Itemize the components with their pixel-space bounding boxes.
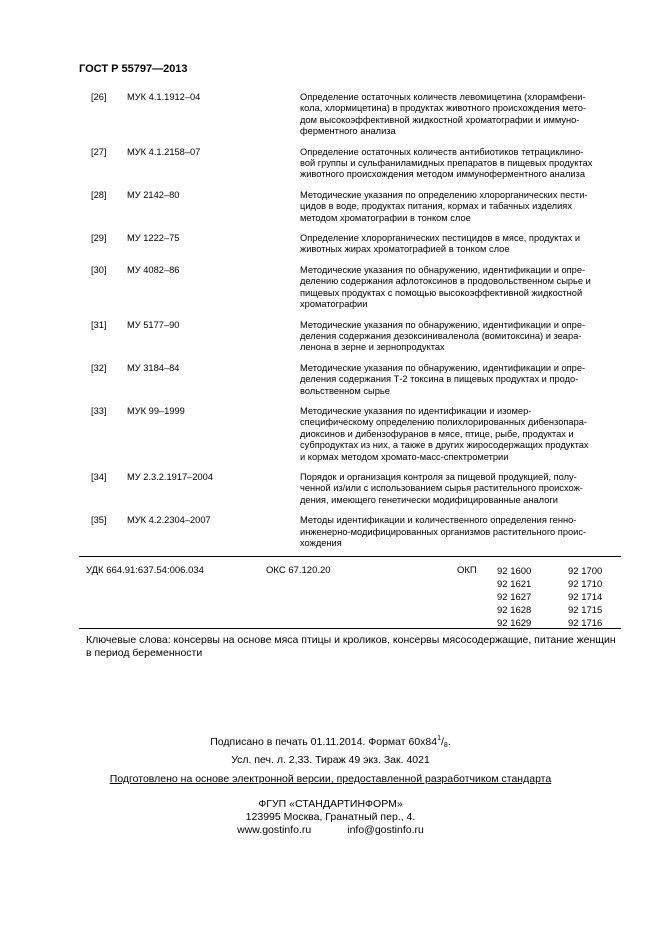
reference-row: [91, 190, 621, 224]
reference-row: [91, 472, 621, 506]
reference-code: МУ 2.3.2.1917–2004: [127, 471, 214, 482]
reference-title-line: Определение остаточных количеств антибиотиков тетрациклино-: [300, 146, 584, 157]
reference-row: [91, 92, 621, 138]
print-info: Усл. печ. л. 2,33. Тираж 49 экз. Зак. 4021: [231, 754, 430, 766]
reference-number: [30]: [91, 264, 107, 275]
reference-title-line: делению содержания афлотоксинов в продовольственном сырье и: [300, 276, 591, 287]
reference-row: [91, 265, 621, 311]
publisher-address: 123995 Москва, Гранатный пер., 4.: [245, 811, 416, 823]
reference-row: [91, 320, 621, 354]
format-slash: /: [441, 736, 444, 748]
reference-title-line: диоксинов и дибензофуранов в мясе, птице, рыбе, продуктах и: [300, 428, 574, 439]
bibliography-list: [91, 92, 621, 558]
format-denominator: 8: [443, 742, 448, 749]
reference-title: [300, 92, 621, 138]
okp-code: 92 1716: [568, 618, 603, 629]
reference-title-line: методом хроматографии в тонком слое: [300, 212, 471, 223]
okp-codes-column-1: [497, 565, 531, 630]
reference-title-line: специфическому определению полихлорированных дибензопара-: [300, 417, 588, 428]
reference-code: МУ 3184–84: [127, 362, 180, 373]
reference-title-line: Определение остаточных количеств левомицетина (хлорамфени-: [300, 92, 586, 102]
reference-title-line: Методические указания по идентификации и изомер-: [300, 405, 532, 416]
reference-title-line: Методы идентификации и количественного определения генно-: [300, 515, 577, 526]
okp-code: 92 1628: [497, 605, 532, 616]
reference-title: [300, 406, 621, 463]
reference-title-line: пищевых продуктах с помощью высокоэффективной жидкостной: [300, 287, 583, 298]
reference-number: [33]: [91, 405, 107, 416]
reference-title-line: ченной из/или с использованием сырья растительного происхож-: [300, 483, 583, 494]
reference-title-line: деления содержания дезоксинивaленола (вомитоксина) и зеара-: [300, 330, 582, 341]
publisher-website: www.gostinfo.ru: [237, 824, 312, 836]
reference-code: МУ 2142–80: [127, 189, 180, 200]
reference-code: МУК 4.1.2158–07: [127, 146, 201, 157]
reference-number: [29]: [91, 233, 107, 244]
separator-top: [79, 556, 621, 557]
reference-title-line: ленона в зерне и зернопродуктах: [300, 342, 445, 353]
reference-row: [91, 363, 621, 397]
reference-title-line: вой группы и сульфаниламидных препаратов в пищевых продуктах: [300, 158, 593, 169]
signed-text: Подписано в печать 01.11.2014. Формат 60x84: [210, 736, 438, 748]
reference-code: МУК 4.1.1912–04: [127, 92, 201, 102]
reference-title-line: инженерно-модифицированных организмов растительного проис-: [300, 526, 587, 537]
reference-title-line: ферментного анализа: [300, 126, 396, 137]
standard-number: ГОСТ Р 55797—2013: [79, 63, 188, 75]
reference-number: [32]: [91, 362, 107, 373]
okp-code: 92 1627: [497, 592, 532, 603]
reference-title-line: Методические указания по обнаружению, идентификации и опре-: [300, 362, 586, 373]
reference-title-line: и кормах методом хромато-масс-спектрометрии: [300, 451, 509, 462]
okp-code: 92 1715: [568, 605, 603, 616]
reference-title-line: животных жирах хроматографией в тонком слое: [300, 244, 510, 255]
reference-title-line: деления содержания Т-2 токсина в пищевых продуктах и продо-: [300, 374, 579, 385]
reference-title-line: хроматографии: [300, 299, 368, 310]
reference-number: [26]: [91, 92, 107, 102]
reference-code: МУК 99–1999: [127, 405, 185, 416]
reference-title-line: животного происхождения методом иммуноферментного анализа: [300, 169, 585, 180]
reference-title: [300, 265, 621, 311]
publisher-block: [0, 798, 661, 837]
reference-number: [27]: [91, 146, 107, 157]
reference-number: [34]: [91, 471, 107, 482]
format-numerator: 1: [437, 735, 441, 742]
reference-title: [300, 515, 621, 549]
signed-suffix: .: [447, 736, 451, 748]
reference-title-line: дения, имеющего генетически модифицированные аналоги: [300, 494, 558, 505]
reference-title-line: кола, хлормицетина) в продуктах животного происхождения мето-: [300, 103, 586, 114]
reference-title: [300, 320, 621, 354]
okp-code: 92 1621: [497, 579, 532, 590]
okp-codes-column-2: [568, 565, 602, 630]
reference-title-line: вольственном сырье: [300, 385, 390, 396]
reference-code: МУ 4082–86: [127, 264, 180, 275]
reference-title-line: дом высокоэффективной жидкостной хроматографии и иммуно-: [300, 114, 580, 125]
reference-title-line: Методические указания по определению хлорорганических пести-: [300, 189, 588, 200]
reference-title: [300, 363, 621, 397]
keywords: Ключевые слова: консервы на основе мяса птицы и кроликов, консервы мясосодержащие, питание женщин в период беременности: [86, 634, 616, 659]
udk-code: УДК 664.91:637.54:006.034: [86, 565, 204, 576]
okp-code: 92 1714: [568, 592, 603, 603]
publisher-name: ФГУП «СТАНДАРТИНФОРМ»: [258, 798, 403, 810]
separator-mid: [79, 628, 621, 629]
reference-number: [35]: [91, 515, 107, 526]
reference-title: [300, 472, 621, 506]
reference-title-line: Методические указания по обнаружению, идентификации и опре-: [300, 319, 586, 330]
oks-code: ОКС 67.120.20: [266, 565, 331, 576]
reference-title-line: субпродуктах из них, а также в других жиросодержащих продуктах: [300, 440, 589, 451]
prepared-note: Подготовлено на основе электронной версии, предоставленной разработчиком стандарта: [109, 773, 552, 785]
reference-title-line: Методические указания по обнаружению, идентификации и опре-: [300, 264, 586, 275]
reference-row: [91, 406, 621, 463]
reference-row: [91, 515, 621, 549]
reference-row: [91, 147, 621, 181]
reference-title-line: Порядок и организация контроля за пищевой продукцией, полу-: [300, 471, 577, 482]
reference-title: [300, 147, 621, 181]
reference-title: [300, 190, 621, 224]
reference-number: [28]: [91, 189, 107, 200]
reference-title-line: хождения: [300, 538, 342, 548]
reference-code: МУК 4.2.2304–2007: [127, 515, 211, 526]
okp-label: ОКП: [457, 565, 477, 576]
reference-title-line: цидов в воде, продуктах питания, кормах и табачных изделиях: [300, 201, 572, 212]
reference-code: МУ 1222–75: [127, 233, 180, 244]
reference-number: [31]: [91, 319, 107, 330]
publisher-email: info@gostinfo.ru: [347, 824, 424, 836]
okp-code: 92 1600: [497, 566, 532, 577]
reference-title-line: Определение хлорорганических пестицидов в мясе, продуктах и: [300, 233, 581, 244]
okp-code: 92 1710: [568, 579, 603, 590]
okp-code: 92 1629: [497, 618, 532, 629]
signed-line: [0, 735, 661, 749]
reference-code: МУ 5177–90: [127, 319, 180, 330]
reference-title: [300, 233, 621, 256]
okp-code: 92 1700: [568, 566, 603, 577]
reference-row: [91, 233, 621, 256]
